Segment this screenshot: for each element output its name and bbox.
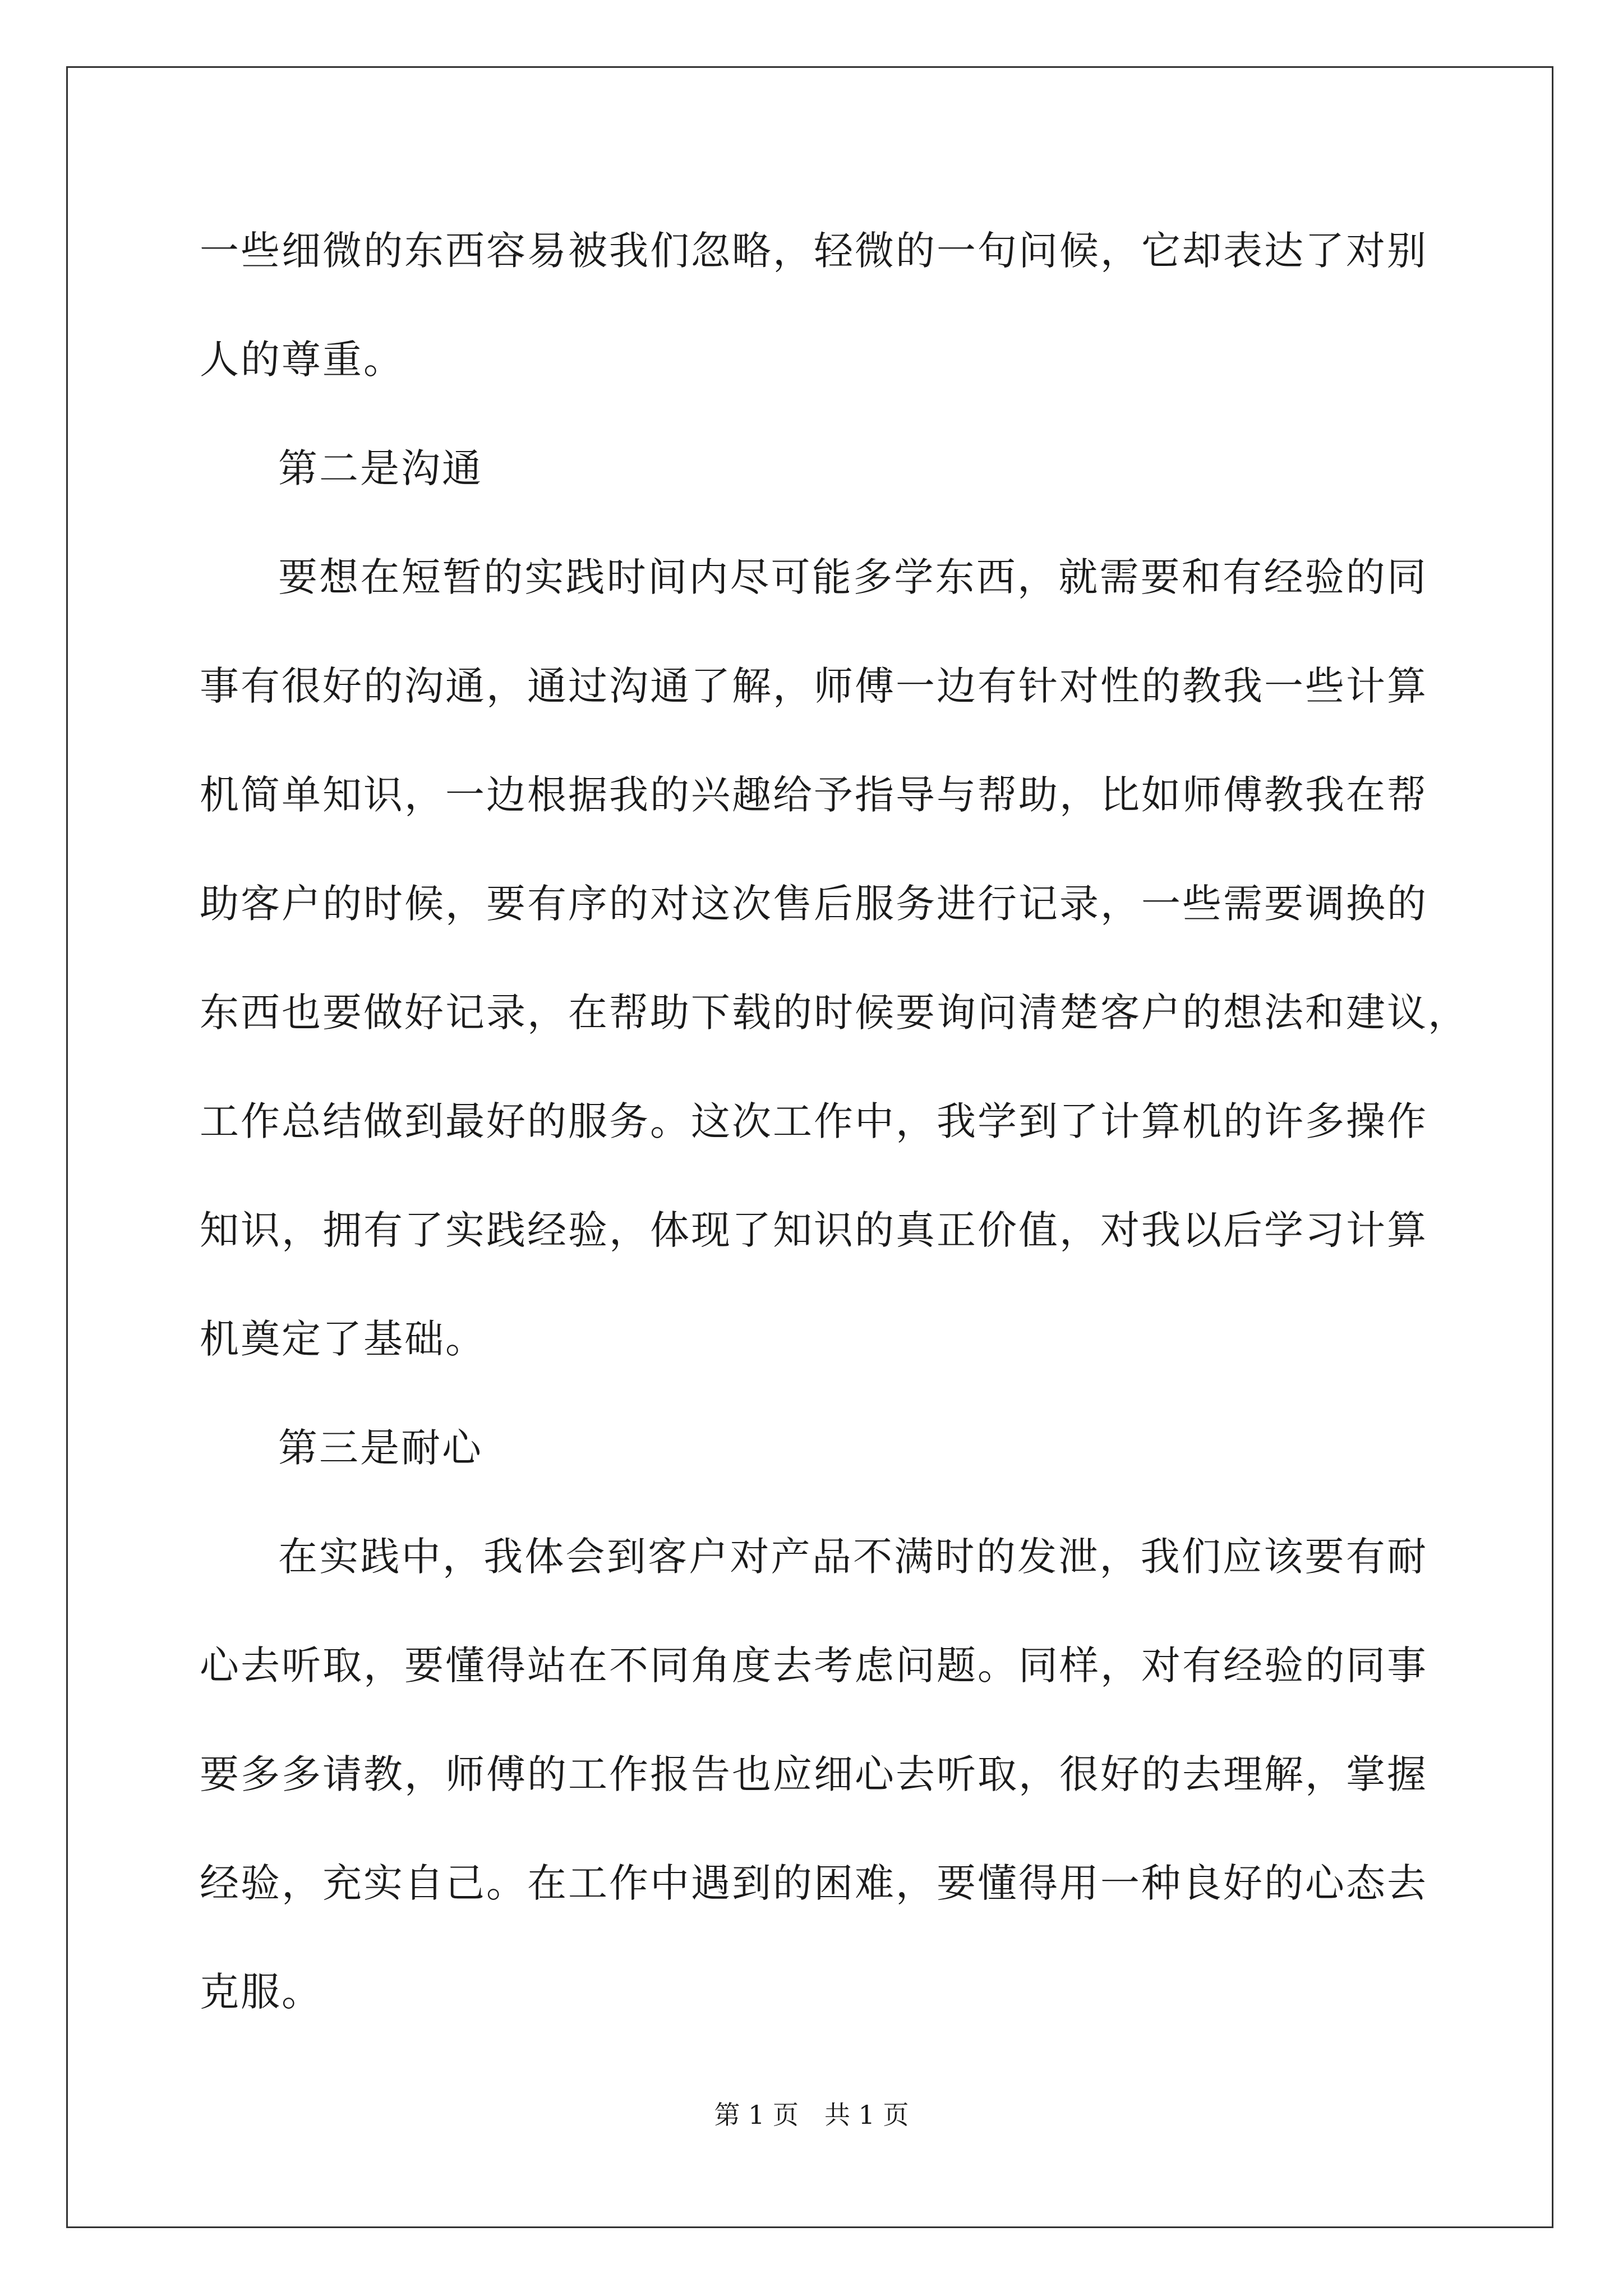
text-line: 一些细微的东西容易被我们忽略，轻微的一句问候，它却表达了对别 — [200, 228, 1428, 274]
section-heading: 第二是沟通 — [278, 445, 483, 491]
text-line: 要想在短暂的实践时间内尽可能多学东西，就需要和有经验的同 — [278, 554, 1428, 600]
text-line: 东西也要做好记录，在帮助下载的时候要询问清楚客户的想法和建议， — [200, 990, 1469, 1036]
text-line: 机简单知识，一边根据我的兴趣给予指导与帮助，比如师傅教我在帮 — [200, 772, 1428, 818]
section-heading: 第三是耐心 — [278, 1425, 483, 1471]
text-line: 经验，充实自己。在工作中遇到的困难，要懂得用一种良好的心态去 — [200, 1860, 1428, 1906]
document-body — [200, 196, 1469, 2046]
text-line: 要多多请教，师傅的工作报告也应细心去听取，很好的去理解，掌握 — [200, 1751, 1428, 1797]
text-line: 在实践中，我体会到客户对产品不满时的发泄，我们应该要有耐 — [278, 1534, 1428, 1580]
text-line: 工作总结做到最好的服务。这次工作中，我学到了计算机的许多操作 — [200, 1098, 1428, 1144]
text-line: 知识，拥有了实践经验，体现了知识的真正价值，对我以后学习计算 — [200, 1207, 1428, 1253]
text-line: 助客户的时候，要有序的对这次售后服务进行记录，一些需要调换的 — [200, 881, 1428, 927]
page-number: 第 1 页 共 1 页 — [714, 2100, 909, 2130]
text-line: 克服。 — [200, 1969, 322, 2015]
text-line: 事有很好的沟通，通过沟通了解，师傅一边有针对性的教我一些计算 — [200, 663, 1428, 709]
text-line: 机奠定了基础。 — [200, 1316, 486, 1362]
text-line: 人的尊重。 — [200, 337, 404, 383]
text-line: 心去听取，要懂得站在不同角度去考虑问题。同样，对有经验的同事 — [200, 1642, 1428, 1688]
